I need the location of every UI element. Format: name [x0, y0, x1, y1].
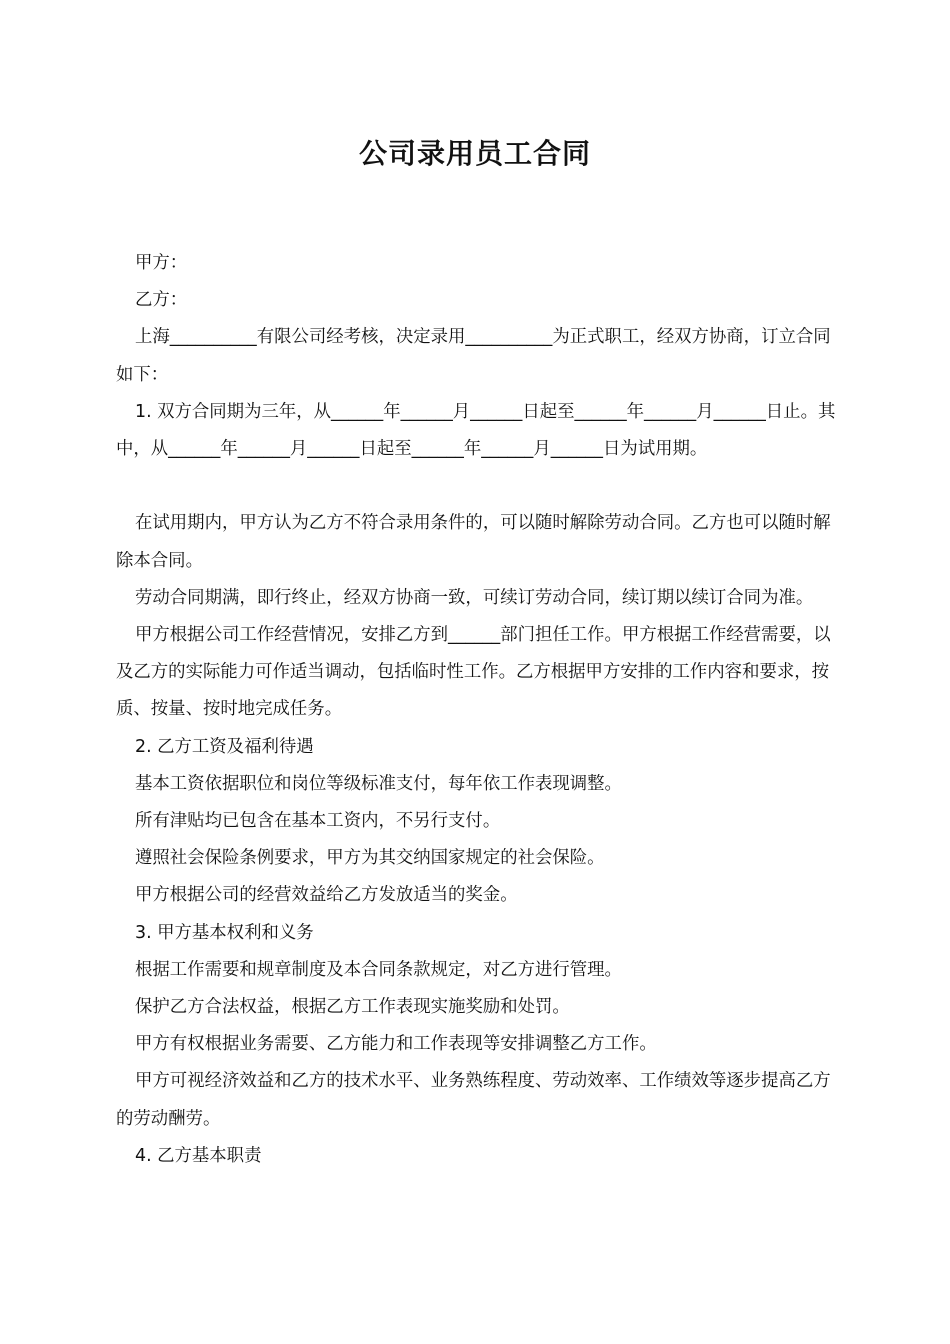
paragraph-intro: 上海__________有限公司经考核，决定录用__________为正式职工，经双方协商，订立合同如下：	[116, 327, 831, 385]
paragraph-party-b: 乙方：	[135, 290, 188, 311]
paragraph-assignment: 甲方根据公司工作经营情况，安排乙方到______部门担任工作。甲方根据工作经营需要，以及乙方的实际能力可作适当调动，包括临时性工作。乙方根据甲方安排的工作内容和要求，按质、按量、按时地完成任务。	[116, 625, 831, 720]
paragraph-management: 根据工作需要和规章制度及本合同条款规定，对乙方进行管理。	[135, 959, 622, 980]
paragraph-base-salary: 基本工资依据职位和岗位等级标准支付，每年依工作表现调整。	[135, 773, 622, 794]
paragraph-party-a: 甲方：	[135, 253, 188, 273]
paragraph-bonus: 甲方根据公司的经营效益给乙方发放适当的奖金。	[135, 885, 518, 906]
paragraph-expiry: 劳动合同期满，即行终止，经双方协商一致，可续订劳动合同，续订期以续订合同为准。	[135, 587, 814, 608]
paragraph-pay-raise: 甲方可视经济效益和乙方的技术水平、业务熟练程度、劳动效率、工作绩效等逐步提高乙方的劳动酬劳。	[116, 1071, 831, 1129]
document-body	[116, 245, 841, 1175]
paragraph-probation: 在试用期内，甲方认为乙方不符合录用条件的，可以随时解除劳动合同。乙方也可以随时解除本合同。	[116, 513, 831, 571]
paragraph-spacer	[116, 468, 841, 505]
section-heading-salary: 2. 乙方工资及福利待遇	[135, 736, 314, 757]
section-heading-party-a-rights: 3. 甲方基本权利和义务	[135, 922, 314, 943]
document-title: 公司录用员工合同	[358, 137, 591, 170]
paragraph-protection: 保护乙方合法权益，根据乙方工作表现实施奖励和处罚。	[135, 997, 570, 1018]
paragraph-term: 1. 双方合同期为三年，从______年______月______日起至______年______月______日止。其中，从______年______月______日起至______年______月______日为试用期。	[116, 401, 836, 460]
section-heading-party-b-duties: 4. 乙方基本职责	[135, 1145, 262, 1166]
paragraph-allowance: 所有津贴均已包含在基本工资内，不另行支付。	[135, 811, 501, 832]
paragraph-insurance: 遵照社会保险条例要求，甲方为其交纳国家规定的社会保险。	[135, 848, 605, 869]
paragraph-adjustment: 甲方有权根据业务需要、乙方能力和工作表现等安排调整乙方工作。	[135, 1034, 657, 1055]
